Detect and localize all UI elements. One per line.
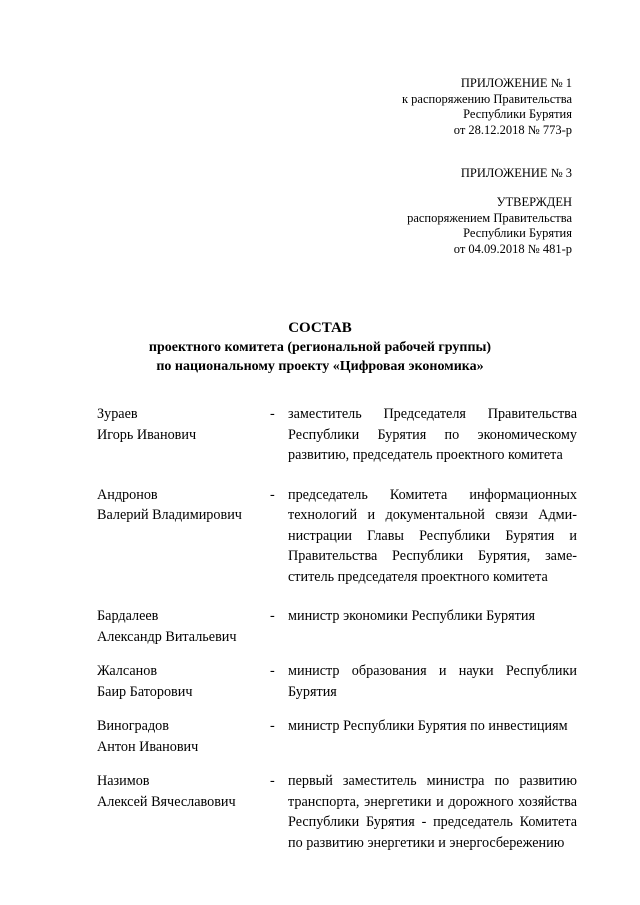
member-surname: Виноградов [97, 718, 169, 734]
member-given-name: Александр Витальевич [97, 628, 237, 645]
member-given-name: Антон Иванович [97, 738, 199, 755]
approval-stamp [407, 195, 572, 257]
member-surname: Андронов [97, 486, 158, 503]
member-role: заместитель Председателя Правительства Республики Бурятия по экономическому развитию, председатель проектного комитета [288, 406, 577, 463]
title-subtitle-2: по национальному проекту «Цифровая экономика» [156, 359, 484, 374]
title-main: СОСТАВ [288, 320, 352, 336]
member-surname: Жалсанов [97, 663, 158, 679]
member-row [97, 485, 577, 588]
approval-reference: распоряжением Правительства [407, 210, 572, 225]
member-role: министр экономики Республики Бурятия [288, 608, 535, 624]
appendix-3-number: ПРИЛОЖЕНИЕ № 3 [460, 166, 572, 180]
member-dash: - [270, 406, 275, 422]
title-subtitle-1: проектного комитета (региональной рабочей группы) [148, 340, 492, 355]
member-dash: - [270, 663, 275, 679]
member-surname: Назимов [97, 773, 150, 789]
appendix-1-reference: к распоряжению Правительства [401, 91, 572, 106]
approval-label: УТВЕРЖДЕН [496, 195, 572, 209]
members-list [97, 404, 577, 853]
member-given-name: Валерий Владимирович [97, 507, 242, 523]
member-dash: - [270, 718, 275, 734]
appendix-3-header [461, 166, 572, 182]
member-name [97, 404, 270, 466]
member-dash: - [270, 608, 275, 624]
member-role: министр образования и науки Республики Бурятия [288, 663, 577, 700]
approval-republic: Республики Бурятия [463, 226, 572, 240]
member-row [97, 661, 577, 702]
member-row [97, 606, 577, 647]
approval-date: от 04.09.2018 № 481-р [453, 241, 572, 256]
appendix-1-date: от 28.12.2018 № 773-р [453, 122, 572, 137]
member-row [97, 404, 577, 466]
member-row [97, 716, 577, 757]
member-role: председатель Комитета информационных технологий и документальной связи Администрации Главы Республики Бурятия и Правительства Республики Бурятия, заместитель председателя проектного комитета [288, 486, 577, 585]
member-given-name: Баир Баторович [97, 683, 193, 700]
appendix-1-number: ПРИЛОЖЕНИЕ № 1 [460, 76, 572, 90]
member-given-name: Алексей Вячеславович [97, 793, 236, 810]
member-surname: Зураев [97, 406, 138, 422]
member-surname: Бардалеев [97, 608, 159, 624]
appendix-1-republic: Республики Бурятия [463, 107, 572, 121]
member-given-name: Игорь Иванович [97, 426, 197, 443]
member-role: министр Республики Бурятия по инвестициям [288, 718, 568, 734]
member-dash: - [270, 773, 275, 789]
member-dash: - [270, 486, 275, 503]
member-name [97, 485, 270, 588]
member-name [97, 606, 270, 647]
member-role: первый заместитель министра по развитию транспорта, энергетики и дорожного хозяйства Республики Бурятия - председатель Комитета по развитию энергетики и энергосбережению [288, 773, 577, 851]
member-name [97, 716, 270, 757]
appendix-1-header [402, 76, 572, 138]
member-row [97, 771, 577, 853]
member-name [97, 771, 270, 853]
document-title [0, 318, 640, 376]
member-name [97, 661, 270, 702]
